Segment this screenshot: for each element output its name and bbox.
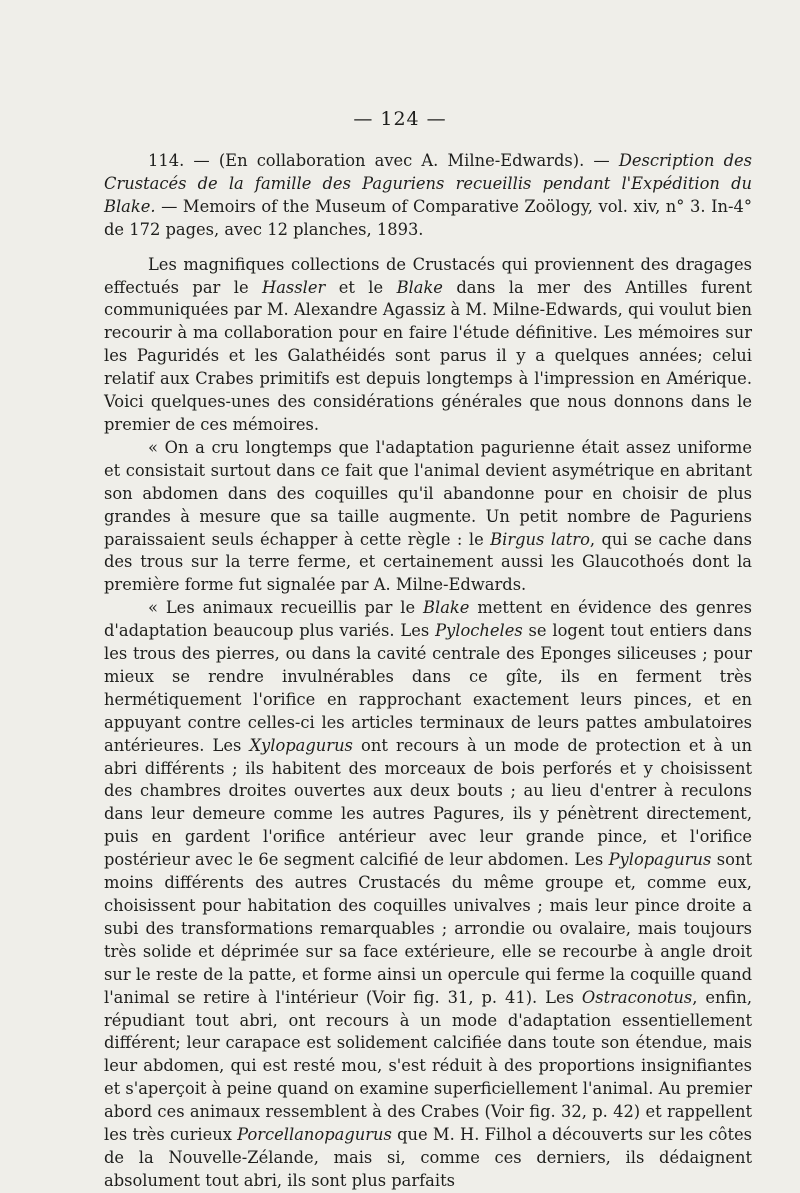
paragraph-2 [104, 437, 752, 597]
italic-genus-name: Porcellanopagurus [237, 1125, 392, 1145]
paragraph-text: Les magnifiques collections de Crustacés qui proviennent des dragages effectués par le [104, 254, 752, 297]
paragraph-text: sont moins différents des autres Crustacés du même groupe et, comme eux, choisissent pour habitation des coquilles univalves ; mais leur pince droite a subi des transformations remarquables ; arrondie ou ovalaire, mais toujours très solide et déprimée sur sa face extérieure, elle se recourbe à angle droit sur le reste de la patte, et forme ainsi un opercule qui ferme la coquille quand l'animal se retire à l'intérieur (Voir fig. 31, p. 41). Les [104, 850, 752, 1007]
paragraph-text: dans la mer des Antilles furent communiquées par M. Alexandre Agassiz à M. Milne-Edwards, qui voulut bien recourir à ma collaboration pour en faire l'étude définitive. Les mémoires sur les Paguridés et les Galathéidés sont parus il y a quelques années; celui relatif aux Crabes primitifs est depuis longtemps à l'impression en Amérique. Voici quelques-unes des considérations générales que nous donnons dans le premier de ces mémoires. [104, 277, 753, 434]
entry-citation: — Memoirs of the Museum of Comparative Zoölogy, vol. xiv, n° 3. In-4° de 172 pages, avec 12 planches, 1893. [104, 196, 752, 239]
bibliography-entry [104, 150, 752, 242]
italic-genus-name: Xylopagurus [249, 735, 353, 755]
paragraph-text: se logent tout entiers dans les trous des pierres, ou dans la cavité centrale des Eponges siliceuses ; pour mieux se rendre invulnérables dans ce gîte, ils en ferment très hermétiquement l'orifice en rapprochant exactement leurs pinces, et en appuyant contre celles-ci les articles terminaux de leurs pattes ambulatoires antérieures. Les [104, 621, 753, 755]
body-text [104, 150, 752, 1193]
paragraph-text: mettent en évidence des genres d'adaptation beaucoup plus variés. Les [104, 598, 753, 641]
italic-genus-name: Ostraconotus [581, 987, 693, 1007]
paragraph-text: ont recours à un mode de protection et à un abri différents ; ils habitent des morceaux de bois perforés et y choisissent des chambres droites ouvertes aux deux bouts ; au lieu d'entrer à reculons dans leur demeure comme les autres Pagures, ils y pénètrent directement, puis en gardent l'orifice antérieur avec leur grande pince, et l'orifice postérieur avec le 6e segment calcifié de leur abdomen. Les [104, 735, 752, 870]
italic-ship-name: Hassler [262, 277, 326, 297]
paragraph-text: , qui se cache dans des trous sur la terre ferme, et certainement aussi les Glaucothoés dont la première forme fut signalée par A. Milne-Edwards. [104, 529, 752, 595]
paragraph-text: « On a cru longtemps que l'adaptation pagurienne était assez uniforme et consistait surtout dans ce fait que l'animal devient asymétrique en abritant son abdomen dans des coquilles qu'il abandonne pour en choisir de plus grandes à mesure que sa taille augmente. Un petit nombre de Paguriens paraissaient seuls échapper à cette règle : le [104, 437, 752, 549]
paragraph-text: , enfin, répudiant tout abri, ont recours à un mode d'adaptation essentiellement différent; leur carapace est solidement calcifiée dans toute son étendue, mais leur abdomen, qui est resté mou, s'est réduit à des proportions insignifiantes et s'aperçoit à peine quand on examine superficiellement l'animal. Au premier abord ces animaux ressemblent à des Crabes (Voir fig. 32, p. 42) et rappellent les très curieux [104, 987, 752, 1145]
italic-species-name: Birgus latro [490, 529, 590, 549]
paragraph-text: et le [325, 277, 397, 297]
italic-genus-name: Pylocheles [435, 621, 523, 641]
italic-genus-name: Pylopagurus [608, 850, 712, 870]
page-number-header: — 124 — [353, 108, 447, 130]
entry-title: Description des Crustacés de la famille des Paguriens recueillis pendant l'Expédition du Blake. [104, 151, 752, 216]
entry-collaboration: — (En collaboration avec A. Milne-Edwards). — [193, 151, 610, 170]
italic-ship-name: Blake [423, 598, 470, 618]
entry-number: 114. [148, 151, 185, 170]
paragraph-text: que M. H. Filhol a découverts sur les côtes de la Nouvelle-Zélande, mais si, comme ces derniers, ils dédaignent absolument tout abri, ils sont plus parfaits [104, 1125, 753, 1190]
paragraph-3 [104, 597, 752, 1193]
paragraph-1 [104, 254, 752, 437]
italic-ship-name: Blake [396, 277, 443, 297]
paragraph-text: « Les animaux recueillis par le [148, 598, 424, 618]
